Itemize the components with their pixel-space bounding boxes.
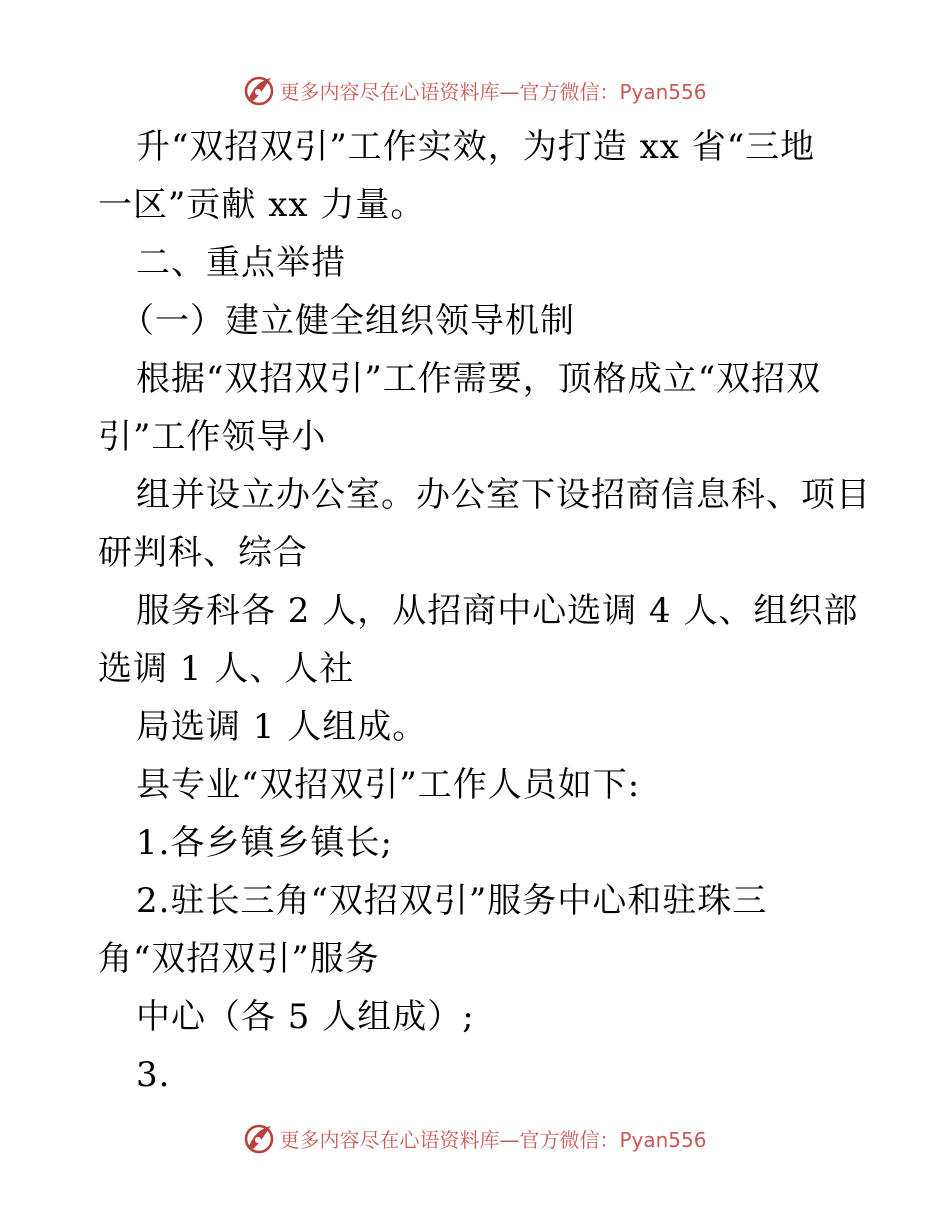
body-line: 组并设立办公室。办公室下设招商信息科、项目 <box>136 475 871 515</box>
body-line: 选调 1 人、人社 <box>98 649 355 689</box>
body-line: 引”工作领导小 <box>98 417 327 457</box>
body-line: 升“双招双引”工作实效，为打造 xx 省“三地 <box>136 127 816 167</box>
list-item: 3. <box>136 1055 171 1095</box>
section-heading: 二、重点举措 <box>136 243 346 283</box>
body-line: 一区”贡献 xx 力量。 <box>98 185 426 225</box>
body-line: 根据“双招双引”工作需要，顶格成立“双招双 <box>136 359 822 399</box>
footer-banner-text: 更多内容尽在心语资料库—官方微信：Pyan556 <box>279 1127 707 1152</box>
brand-logo-icon <box>243 74 275 106</box>
header-banner-text: 更多内容尽在心语资料库—官方微信：Pyan556 <box>279 79 707 104</box>
footer-banner <box>0 1116 950 1160</box>
list-item: 1.各乡镇乡镇长; <box>136 823 393 863</box>
body-line: 服务科各 2 人，从招商中心选调 4 人、组织部 <box>136 591 859 631</box>
body-line: 角“双招双引”服务 <box>98 939 380 979</box>
brand-logo-icon <box>243 1122 275 1154</box>
body-line: 中心（各 5 人组成）; <box>136 997 475 1037</box>
body-line: 局选调 1 人组成。 <box>136 707 428 747</box>
list-item: 2.驻长三角“双招双引”服务中心和驻珠三 <box>136 881 768 921</box>
header-banner <box>0 68 950 112</box>
subsection-heading: （一）建立健全组织领导机制 <box>120 301 575 341</box>
body-line: 县专业“双招双引”工作人员如下: <box>136 765 641 805</box>
body-line: 研判科、综合 <box>98 533 308 573</box>
